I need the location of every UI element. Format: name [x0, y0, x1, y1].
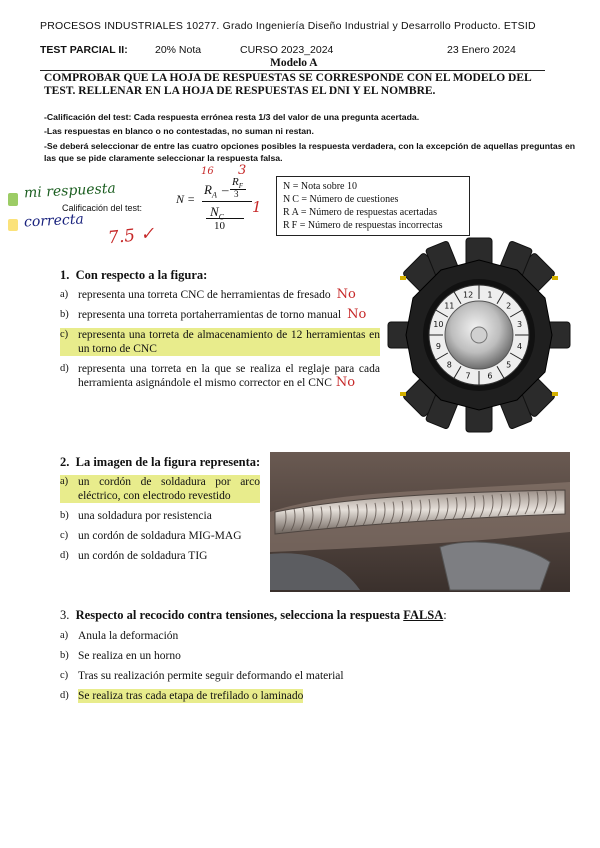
grading-label: Calificación del test:: [62, 203, 143, 213]
q3-option-b[interactable]: b) Se realiza en un horno: [60, 650, 181, 662]
turret-number: 2: [506, 301, 512, 311]
turret-number: 10: [433, 320, 444, 330]
weld-bead-image: [270, 452, 570, 592]
question-1-title: 1. Con respecto a la figura:: [60, 268, 208, 282]
q1-option-b[interactable]: b) representa una torreta portaherramientas de torno manual No: [60, 307, 367, 322]
course-label: CURSO 2023_2024: [240, 44, 334, 56]
turret-number: 3: [517, 320, 523, 330]
question-2-title: 2. La imagen de la figura representa:: [60, 455, 261, 469]
formula-bottom-bar: [206, 218, 244, 219]
definition-rf: R F = Número de respuestas incorrectas: [283, 220, 443, 231]
formula-bar: [202, 201, 252, 202]
formula-ten: 10: [214, 220, 225, 232]
turret-number: 9: [435, 341, 441, 351]
test-weight: 20% Nota: [155, 44, 202, 56]
formula-n: N =: [176, 192, 196, 206]
q1-b-note: No: [347, 307, 367, 322]
turret-number: 8: [446, 360, 452, 370]
handwritten-score: 7.5 ✓: [107, 223, 156, 249]
q1-option-a[interactable]: a) representa una torreta CNC de herramientas de fresado No: [60, 287, 356, 302]
definitions-box: [276, 176, 470, 236]
question-3-options: [60, 629, 520, 703]
formula-minus: –: [222, 182, 229, 197]
cnc-turret-image: [386, 236, 572, 434]
q2-option-d[interactable]: d) un cordón de soldadura TIG: [60, 550, 208, 562]
turret-number: 7: [465, 371, 471, 381]
test-label: TEST PARCIAL II:: [40, 44, 128, 56]
question-2-options: [60, 475, 260, 563]
model-label: Modelo A: [270, 57, 318, 69]
q3-option-c[interactable]: c) Tras su realización permite seguir deformando el material: [60, 670, 344, 682]
question-1-options: [60, 288, 380, 390]
handwritten-16: 16: [201, 166, 214, 177]
instructions-banner: COMPROBAR QUE LA HOJA DE RESPUESTAS SE CORRESPONDE CON EL MODELO DEL TEST. RELLENAR EN LA HOJA DE RESPUESTAS EL DNI Y EL NOMBRE.: [44, 72, 532, 97]
handwritten-1: 1: [252, 198, 262, 216]
q3-option-a[interactable]: a) Anula la deformación: [60, 630, 179, 642]
turret-number: 6: [487, 371, 493, 381]
q2-option-b[interactable]: b) una soldadura por resistencia: [60, 510, 212, 522]
header-divider: [40, 70, 545, 71]
turret-number: 5: [506, 360, 512, 370]
rule-3: -Se deberá seleccionar de entre las cuatro opciones posibles la respuesta verdadera, con la excepción de aquellas preguntas en las que se pide claramente seleccionar la respuesta falsa.: [44, 141, 576, 163]
rule-1: -Calificación del test: Cada respuesta errónea resta 1/3 del valor de una pregunta acertada.: [44, 112, 420, 122]
correct-swatch: [8, 219, 18, 231]
q2-option-a[interactable]: a) un cordón de soldadura por arco eléctrico, con electrodo revestido: [60, 476, 260, 502]
q1-a-note: No: [336, 287, 356, 302]
header-line: PROCESOS INDUSTRIALES 10277. Grado Ingeniería Diseño Industrial y Desarrollo Producto. ETSID: [40, 20, 536, 32]
definition-n: N = Nota sobre 10: [283, 181, 357, 192]
formula-three: 3: [234, 189, 239, 199]
q3-option-d[interactable]: d) Se realiza tras cada etapa de trefilado o laminado: [60, 690, 304, 702]
rule-2: -Las respuestas en blanco o no contestadas, no suman ni restan.: [44, 126, 314, 136]
correct-legend: correcta: [23, 211, 85, 231]
definition-nc: N C = Número de cuestiones: [283, 194, 399, 205]
definition-ra: R A = Número de respuestas acertadas: [283, 207, 437, 218]
handwritten-3: 3: [238, 163, 247, 178]
formula-nc: $N_C$: [210, 204, 225, 222]
q1-option-c[interactable]: c) representa una torreta de almacenamiento de 12 herramientas en un torno de CNC: [60, 329, 380, 355]
my-answer-legend: mi respuesta: [23, 180, 117, 202]
formula-ra: $R_A$: [204, 182, 217, 200]
formula-rf: $R_F$: [232, 176, 244, 191]
question-3-title: 3. Respecto al recocido contra tensiones, selecciona la respuesta FALSA:: [60, 608, 447, 622]
turret-number: 1: [487, 290, 493, 300]
q2-option-c[interactable]: c) un cordón de soldadura MIG-MAG: [60, 530, 242, 542]
my-answer-swatch: [8, 193, 18, 206]
q1-option-d[interactable]: d) representa una torreta en la que se realiza el reglaje para cada herramienta asignándole el mismo corrector en el CNC No: [60, 363, 380, 390]
turret-number: 12: [463, 290, 474, 300]
turret-number: 11: [444, 301, 455, 311]
exam-date: 23 Enero 2024: [447, 44, 516, 56]
turret-number: 4: [517, 341, 523, 351]
q1-d-note: No: [335, 375, 356, 390]
